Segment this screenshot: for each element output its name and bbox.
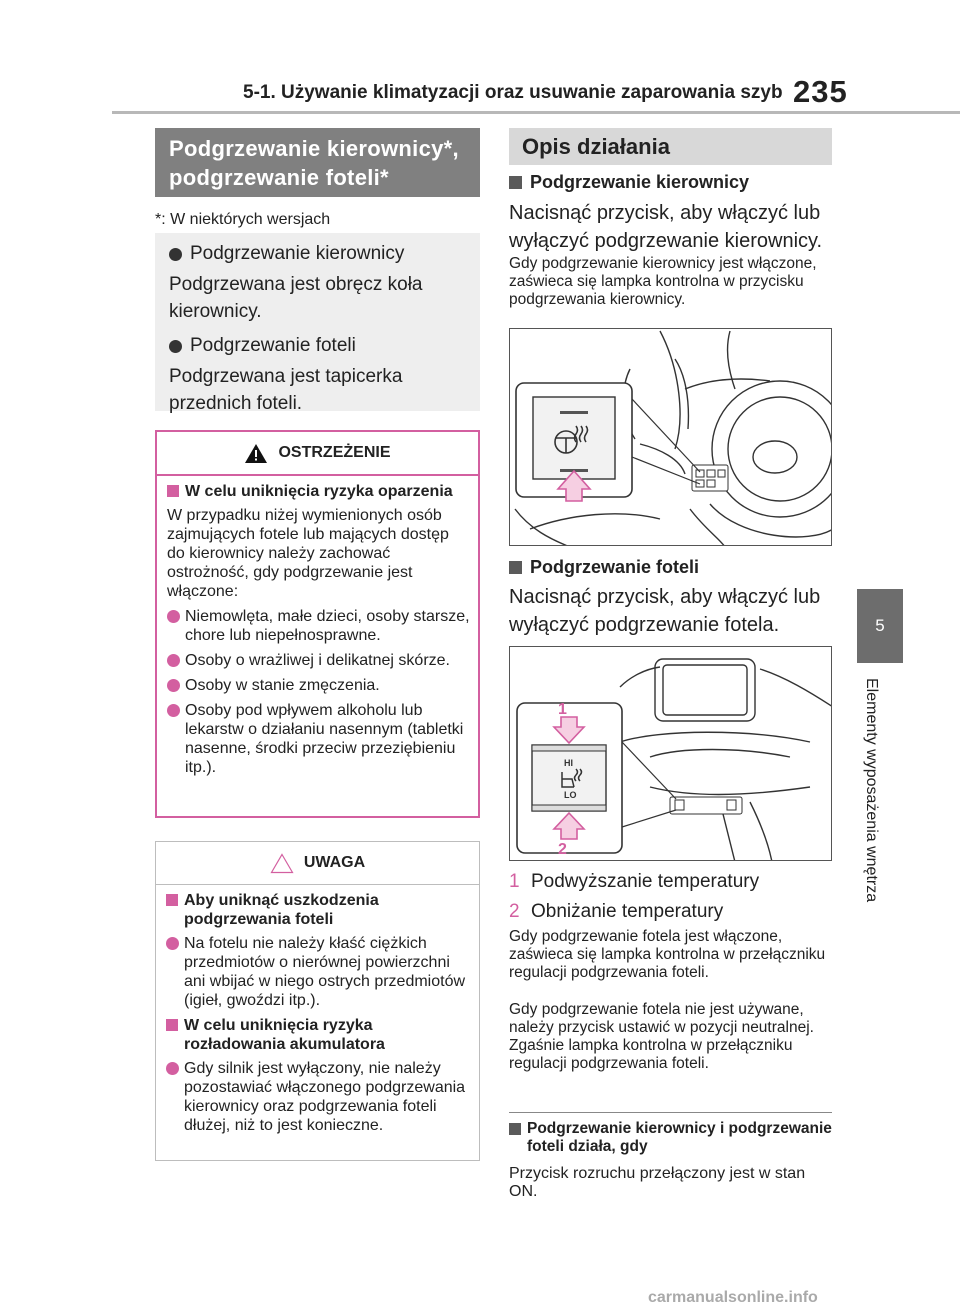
steering-wheel-heater-figure xyxy=(509,328,832,546)
summary-text-seat: Podgrzewana jest tapicerka przednich foteli. xyxy=(169,366,403,414)
header-section-title: 5-1. Używanie klimatyzacji oraz usuwanie zaparowania szyb xyxy=(243,82,783,103)
switch-lo-label: LO xyxy=(564,790,577,800)
seat-note-2: Gdy podgrzewanie fotela nie jest używane, należy przycisk ustawić w pozycji neutralnej. Zgaśnie lampka kontrolna w przełączniku regulacji podgrzewania foteli. xyxy=(509,1001,814,1072)
notice-item-2: Gdy silnik jest wyłączony, nie należy pozostawiać włączonego podgrzewania kierownicy oraz podgrzewania foteli dłużej, niż to jest konieczne. xyxy=(166,1059,471,1135)
warning-item: Osoby w stanie zmęczenia. xyxy=(167,676,470,695)
dashboard-illustration xyxy=(510,329,832,546)
wheel-text: Nacisnąć przycisk, aby włączyć lub wyłączyć podgrzewanie kierownicy. xyxy=(509,202,823,252)
circle-bullet-icon xyxy=(167,704,180,717)
callout-1: 1 xyxy=(558,701,567,718)
warning-item: Osoby pod wpływem alkoholu lub lekarstw o działaniu nasennym (tabletki nasenne, środki przeciw przeziębieniu itp.). xyxy=(167,701,470,777)
step-item-1: 1 Podwyższanie temperatury xyxy=(509,871,760,892)
watermark: carmanualsonline.info xyxy=(648,1289,818,1306)
console-illustration xyxy=(510,647,832,861)
square-bullet-icon xyxy=(167,485,179,497)
wheel-heading: Podgrzewanie kierownicy xyxy=(509,172,749,193)
chapter-tab: 5 xyxy=(857,589,903,663)
notice-triangle-icon xyxy=(270,853,294,874)
seat-heading: Podgrzewanie foteli xyxy=(509,557,699,578)
square-bullet-icon xyxy=(509,176,522,189)
circle-bullet-icon xyxy=(167,654,180,667)
callout-2: 2 xyxy=(558,841,567,858)
summary-bullet-wheel: Podgrzewanie kierownicy xyxy=(169,243,466,265)
page-number: 235 xyxy=(793,74,848,109)
seat-note-1: Gdy podgrzewanie fotela jest włączone, zaświeca się lampka kontrolna w przełączniku regulacji podgrzewania foteli. xyxy=(509,928,826,981)
square-bullet-icon xyxy=(166,894,178,906)
circle-bullet-icon xyxy=(166,1062,179,1075)
notice-label: UWAGA xyxy=(303,854,366,871)
notice-item-1: Na fotelu nie należy kłaść ciężkich przedmiotów o nierównej powierzchni ani wbijać w niego ostrych przedmiotów (igieł, gwoździ itp.). xyxy=(166,934,471,1010)
bullet-dot-icon xyxy=(169,340,182,353)
notice-box xyxy=(155,841,480,1161)
chapter-title-wrap xyxy=(863,678,890,928)
seat-text: Nacisnąć przycisk, aby włączyć lub wyłączyć podgrzewanie fotela. xyxy=(509,586,821,636)
chapter-title: Elementy wyposażenia wnętrza xyxy=(863,678,880,903)
square-bullet-icon xyxy=(509,1123,521,1135)
warning-header xyxy=(157,432,478,476)
section-divider xyxy=(509,1112,832,1113)
circle-bullet-icon xyxy=(166,937,179,950)
right-section-title: Opis działania xyxy=(509,128,832,165)
warning-box xyxy=(155,430,480,818)
square-bullet-icon xyxy=(166,1019,178,1031)
warning-heading: W celu uniknięcia ryzyka oparzenia xyxy=(167,482,470,501)
warning-triangle-icon xyxy=(244,443,268,464)
footnote: *: W niektórych wersjach xyxy=(155,211,331,228)
header-divider xyxy=(112,111,960,114)
circle-bullet-icon xyxy=(167,610,180,623)
warning-item: Osoby o wrażliwej i delikatnej skórze. xyxy=(167,651,470,670)
wheel-note: Gdy podgrzewanie kierownicy jest włączone, zaświeca się lampka kontrolna w przycisku podgrzewania kierownicy. xyxy=(509,255,817,308)
summary-text-wheel: Podgrzewana jest obręcz koła kierownicy. xyxy=(169,274,423,322)
notice-heading-2: W celu uniknięcia ryzyka rozładowania akumulatora xyxy=(166,1016,471,1054)
warning-label: OSTRZEŻENIE xyxy=(278,444,391,461)
summary-bullet-seat: Podgrzewanie foteli xyxy=(169,335,466,357)
notice-header xyxy=(156,842,479,885)
left-section-title: Podgrzewanie kierownicy*, podgrzewanie foteli* xyxy=(155,128,480,197)
notice-heading-1: Aby uniknąć uszkodzenia podgrzewania foteli xyxy=(166,891,471,929)
circle-bullet-icon xyxy=(167,679,180,692)
condition-text: Przycisk rozruchu przełączony jest w stan ON. xyxy=(509,1165,806,1200)
summary-box xyxy=(155,233,480,414)
seat-heater-figure xyxy=(509,646,832,861)
switch-hi-label: HI xyxy=(564,758,573,768)
square-bullet-icon xyxy=(509,561,522,574)
warning-item: Niemowlęta, małe dzieci, osoby starsze, chore lub niepełnosprawne. xyxy=(167,607,470,645)
bullet-dot-icon xyxy=(169,248,182,261)
step-item-2: 2 Obniżanie temperatury xyxy=(509,901,724,922)
condition-heading: Podgrzewanie kierownicy i podgrzewanie foteli działa, gdy xyxy=(509,1120,834,1156)
warning-intro: W przypadku niżej wymienionych osób zajmujących fotele lub mających dostęp do kierownicy należy zachować ostrożność, gdy podgrzewanie jest włączone: xyxy=(167,507,449,600)
